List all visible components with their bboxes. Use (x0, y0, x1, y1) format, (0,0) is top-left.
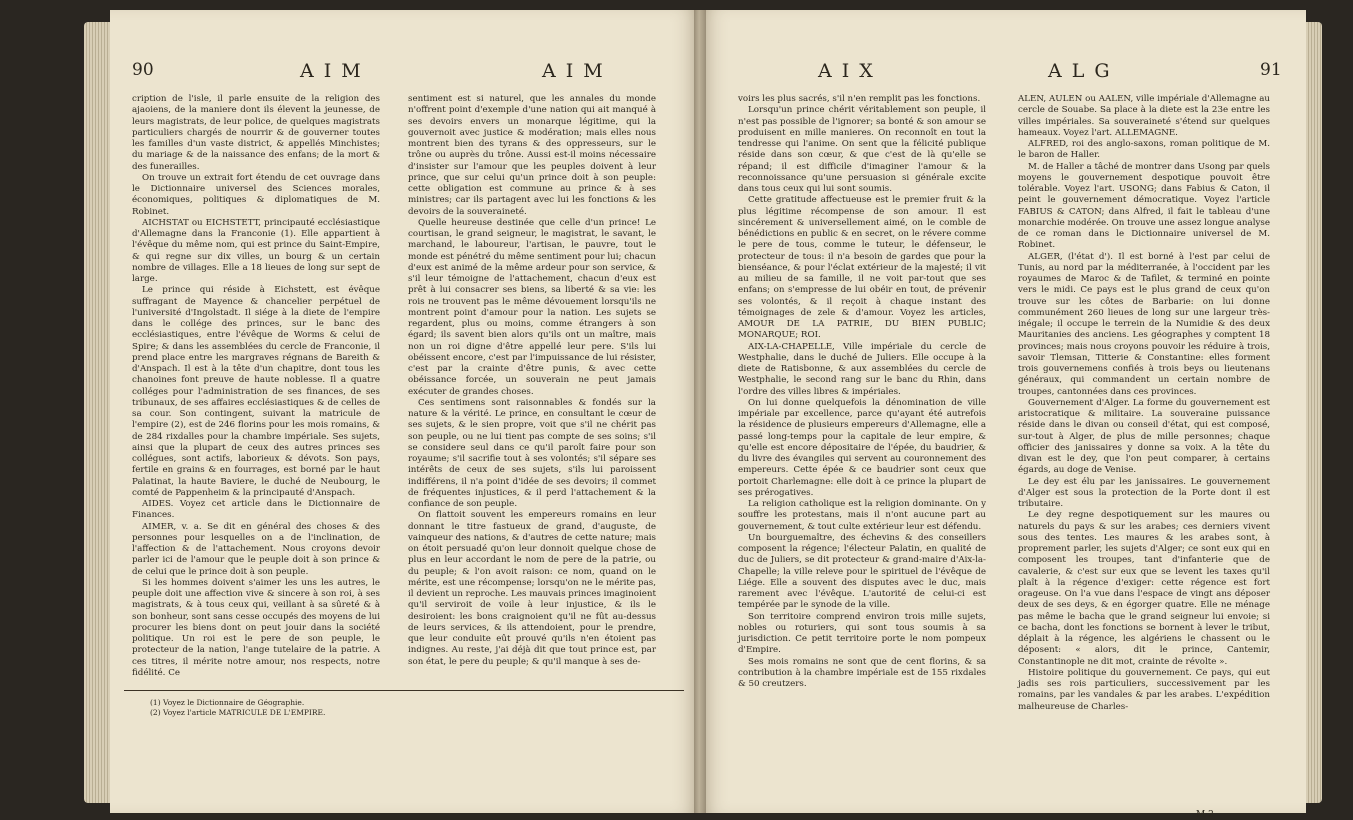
signature-mark: M 2 (1196, 810, 1214, 820)
footnote: (1) Voyez le Dictionnaire de Géographie. (150, 698, 305, 707)
paragraph: AIMER, v. a. Se dit en général des choses & des personnes pour lesquelles on a de l'inclination, de l'affection & de l'attachement. Nous croyons devoir parler ici de l'amour que le peuple doit à son prince & de celui que le prince doit à son peuple. (132, 521, 380, 577)
paragraph: Ses mois romains ne sont que de cent florins, & sa contribution à la chambre impériale est de 155 rixdales & 50 creutzers. (738, 656, 986, 689)
running-head: A I M (542, 60, 605, 82)
left-page (110, 10, 700, 813)
book-gutter (694, 10, 706, 813)
paragraph: Un bourguemaître, des échevins & des conseillers composent la régence; l'électeur Palatin, en qualité de duc de Juliers, se dit protecteur & grand-maire d'Aix-la-Chapelle; la ville releve pour le spirituel de l'évêque de Liége. Elle a souvent des disputes avec le duc, mais rarement avec l'évêque. L'autorité de celui-ci est tempérée par le synode de la ville. (738, 532, 986, 611)
page-number: 91 (1260, 60, 1282, 80)
footnote: (2) Voyez l'article MATRICULE DE L'EMPIRE. (150, 707, 326, 717)
text-column-2 (408, 94, 656, 668)
paragraph: sentiment est si naturel, que les annales du monde n'offrent point d'exemple d'une nation qui ait manqué à ses devoirs envers un monarque légitime, qui la gouvernoit avec justice & modération; mais elles nous montrent bien des tyrans & des oppresseurs, sur le trône ou auprès du trône. Aussi est-il moins nécessaire d'insister sur l'amour que les peuples doivent à leur prince, que sur celui qu'un prince doit à son peuple: cette obligation est commune au prince & à ses ministres; car ils partagent avec lui les fonctions & les devoirs de la souveraineté. (408, 94, 656, 217)
paragraph: M. de Haller a tâché de montrer dans Usong par quels moyens le gouvernement despotique pouvoit être tolérable. Voyez l'art. USONG; dans Fabius & Caton, il peint le gouvernement démocratique. Voyez l'article FABIUS & CATON; dans Alfred, il fait le tableau d'une monarchie modérée. On trouve une assez longue analyse de ce roman dans le Dictionnaire universel de M. Robinet. (1018, 161, 1270, 251)
paragraph: ALEN, AULEN ou AALEN, ville impériale d'Allemagne au cercle de Souabe. Sa place à la diete est la 23e entre les villes impériales. Sa souveraineté s'étend sur quelques hameaux. Voyez l'art. ALLEMAGNE. (1018, 94, 1270, 138)
paragraph: Gouvernement d'Alger. La forme du gouvernement est aristocratique & militaire. La souveraine puissance réside dans le divan ou conseil d'état, qui est composé, sur-tout à Alger, de plus de mille personnes; chaque officier des janissaires y donne sa voix. A la tête du divan est le dey, que l'on peut comparer, à certains égards, au doge de Venise. (1018, 397, 1270, 476)
running-head: A I M (300, 60, 363, 82)
running-head: A I X (818, 60, 875, 82)
text-column-1 (132, 94, 380, 679)
page-number: 90 (132, 60, 154, 80)
paragraph: On lui donne quelquefois la dénomination de ville impériale par excellence, parce qu'ayant été autrefois la résidence de plusieurs empereurs d'Allemagne, elle a passé long-temps pour la capitale de leur empire, & qu'elle est encore dépositaire de l'épée, du baudrier, & du livre des évangiles qui servent au couronnement des empereurs. Cette épée & ce baudrier sont ceux que portoit Charlemagne: elle doit à ce prince la plupart de ses prérogatives. (738, 397, 986, 498)
paragraph: La religion catholique est la religion dominante. On y souffre les protestans, mais il n'ont aucune part au gouvernement, & tout culte extérieur leur est défendu. (738, 499, 986, 532)
paragraph: Le dey regne despotiquement sur les maures ou naturels du pays & sur les arabes; ces derniers vivent sous des tentes. Les maures & les arabes sont, à proprement parler, les sujets d'Alger; ce sont eux qui en composent les troupes, tant d'infanterie que de cavalerie, & c'est sur eux que se levent les taxes qu'il plaît à la régence d'exiger: cette régence est fort orageuse. On l'a vue dans l'espace de vingt ans déposer deux de ses deys, & en égorger quatre. Elle ne ménage pas même le bacha que le grand seigneur lui envoie; si ce bacha, dont les fonctions se bornent à lever le tribut, déplait à la régence, les algériens le chassent ou le déposent: « alors, dit le prince, Cantemir, Constantinople ne dit mot, crainte de révolte ». (1018, 510, 1270, 667)
paragraph: voirs les plus sacrés, s'il n'en remplit pas les fonctions. (738, 94, 981, 104)
paragraph: Ces sentimens sont raisonnables & fondés sur la nature & la vérité. Le prince, en consultant le cœur de ses sujets, & le sien propre, voit que s'il ne chérit pas son peuple, ou ne lui tient pas compte de ses soins; s'il se considere seul dans ce qu'il paroît faire pour son royaume; s'il sacrifie tout à ses volontés; s'il sépare ses intérêts de ceux de ses sujets, s'ils lui paroissent indifférens, il n'a point d'idée de ses devoirs; il commet de fréquentes injustices, & il perd l'attachement & la confiance de son peuple. (408, 397, 656, 509)
paragraph: Le dey est élu par les janissaires. Le gouvernement d'Alger est sous la protection de la Porte dont il est tributaire. (1018, 476, 1270, 509)
paragraph: AIDES. Voyez cet article dans le Dictionnaire de Finances. (132, 499, 380, 521)
running-head: A L G (1048, 60, 1112, 82)
footnote-rule (124, 690, 684, 691)
paragraph: Histoire politique du gouvernement. Ce pays, qui eut jadis ses rois particuliers, successivement par les romains, par les vandales & par les arabes. L'expédition malheureuse de Charles- (1018, 667, 1270, 712)
paragraph: On flattoit souvent les empereurs romains en leur donnant le titre fastueux de grand, d'auguste, de vainqueur des nations, & d'autres de cette nature; mais on étoit persuadé qu'on leur donnoit quelque chose de plus en leur accordant le nom de pere de la patrie, ou du peuple; & l'on avoit raison: ce nom, quand on le mérite, est une récompense; lorsqu'on ne le mérite pas, il devient un reproche. Les mauvais princes imaginoient qu'il serviroit de voile à leur injustice, & ils le desiroient: les bons craignoient qu'il ne fût au-dessus de leurs services, & ils attendoient, pour le prendre, que leur conduite eût prouvé qu'ils n'en étoient pas indignes. Au reste, j'ai déjà dit que tout prince est, par son état, le pere du peuple; & qu'il manque à ses de- (408, 510, 656, 667)
paragraph: AICHSTAT ou EICHSTETT, principauté ecclésiastique d'Allemagne dans la Franconie (1). Elle appartient à l'évêque du même nom, qui est prince du Saint-Empire, & qui regne sur dix villes, un bourg & un certain nombre de villages. Elle a 18 lieues de long sur sept de large. (132, 217, 380, 284)
paragraph: ALFRED, roi des anglo-saxons, roman politique de M. le baron de Haller. (1018, 139, 1270, 161)
text-column-1 (738, 94, 986, 690)
footnotes (150, 698, 325, 717)
paragraph: Lorsqu'un prince chérit véritablement son peuple, il n'est pas possible de l'ignorer; sa bonté & son amour se produisent en mille manieres. On reconnoît en tout la tendresse qui l'anime. On sent que la félicité publique réside dans son cœur, & que c'est de là qu'elle se répand; il est difficile d'imaginer l'amour & la reconnoissance qu'une persuasion si générale excite dans tous ceux qui lui sont soumis. (738, 105, 986, 194)
paragraph: Son territoire comprend environ trois mille sujets, nobles ou roturiers, qui sont tous soumis à sa jurisdiction. Ce petit territoire porte le nom pompeux d'Empire. (738, 611, 986, 656)
paragraph: Quelle heureuse destinée que celle d'un prince! Le courtisan, le grand seigneur, le magistrat, le savant, le marchand, le laboureur, l'artisan, le pauvre, tout le monde est pénétré du même sentiment pour lui; chacun d'eux est animé de la même ardeur pour son service, & s'il leur témoigne de l'attachement, chacun d'eux est prêt à lui consacrer ses biens, sa liberté & sa vie: les rois ne trouvent pas le même dévouement lorsqu'ils ne montrent point d'amour pour la nation. Les sujets se regardent, plus ou moins, comme étrangers à son égard; ils savent bien alors qu'ils ont un maître, mais non un roi digne d'être appellé leur pere. S'ils lui obéissent encore, c'est par l'impuissance de lui résister, c'est par la crainte d'être punis, & avec cette obéissance forcée, un souverain ne peut jamais exécuter de grandes choses. (408, 217, 656, 397)
text-column-2 (1018, 94, 1270, 713)
paragraph: cription de l'isle, il parle ensuite de la religion des ajaoiens, de la maniere dont ils élevent la jeunesse, de leurs magistrats, de leur police, de quelques magistrats particuliers chargés de nourrir & de gouverner toutes les familles d'un vaste district, & appellés Minchistes; du mariage & de la naissance des enfans; de la mort & des funerailles. (132, 94, 380, 172)
paragraph: AIX-LA-CHAPELLE, Ville impériale du cercle de Westphalie, dans le duché de Juliers. Elle occupe à la diete de Ratisbonne, & aux assemblées du cercle de Westphalie, le second rang sur le banc du Rhin, dans l'ordre des villes libres & impériales. (738, 341, 986, 397)
paragraph: Le prince qui réside à Eichstett, est évêque suffragant de Mayence & chancelier perpétuel de l'université d'Ingolstadt. Il siége à la diete de l'empire dans le collége des princes, sur le banc des ecclésiastiques, entre l'évêque de Worms & celui de Spire; & dans les assemblées du cercle de Franconie, il prend place entre les margraves régnans de Bareith & d'Anspach. Il est à la tête d'un chapitre, dont tous les chanoines font preuve de haute noblesse. Il a quatre colléges pour l'administration de ses finances, de ses tribunaux, de ses affaires ecclésiastiques & de celles de sa cour. Son contingent, suivant la matricule de l'empire (2), est de 246 florins pour les mois romains, & de 284 rixdalles pour la chambre impériale. Ses sujets, ainsi que la plupart de ceux des autres princes ses collégues, sont actifs, laborieux & dévots. Son pays, fertile en grains & en fourrages, est borné par le haut Palatinat, la haute Baviere, le duché de Neubourg, le comté de Pappenheim & la principauté d'Anspach. (132, 285, 380, 498)
right-page (700, 10, 1306, 820)
paragraph: On trouve un extrait fort étendu de cet ouvrage dans le Dictionnaire universel des Sciences morales, économiques, politiques & diplomatiques de M. Robinet. (132, 172, 380, 217)
paragraph: ALGER, (l'état d'). Il est borné à l'est par celui de Tunis, au nord par la méditerranée, à l'occident par les royaumes de Maroc & de Tafilet, & terminé en pointe vers le midi. Ce pays est le plus grand de ceux qu'on trouve sur les côtes de Barbarie: on lui donne communément 260 lieues de long sur une largeur très-inégale; il occupe le terrein de la Numidie & des deux Mauritanies des anciens. Les géographes y comptent 18 provinces; mais nous croyons pouvoir les réduire à trois, savoir Tlemsan, Titterie & Constantine: elles forment trois gouvernemens confiés à trois beys ou lieutenans généraux, qui commandent un certain nombre de troupes, cantonnées dans ces provinces. (1018, 251, 1270, 397)
paragraph: Cette gratitude affectueuse est le premier fruit & la plus légitime récompense de son amour. Il est sincérement & universellement aimé, on le comble de bénédictions en public & en secret, on le révere comme le pere de tous, comme le tuteur, le défenseur, le protecteur de tous: il n'a besoin de gardes que pour la bienséance, & pour l'éclat extérieur de la majesté; il vit au milieu de sa famille, il ne voit par-tout que ses enfans; on s'empresse de lui obéir en tout, de prévenir ses volontés, & il reçoit à chaque instant des témoignages de zele & d'amour. Voyez les articles, AMOUR DE LA PATRIE, DU BIEN PUBLIC; MONARQUE; ROI. (738, 195, 986, 341)
paragraph: Si les hommes doivent s'aimer les uns les autres, le peuple doit une affection vive & sincere à son roi, à ses magistrats, & à tous ceux qui, veillant à sa sûreté & à son bonheur, sont sans cesse occupés des moyens de lui procurer les biens dont on peut jouir dans la société politique. Un roi est le pere de son peuple, le protecteur de la nation, l'ange tutelaire de la patrie. A ces titres, il mérite notre amour, nos respects, notre fidélité. Ce (132, 577, 380, 678)
